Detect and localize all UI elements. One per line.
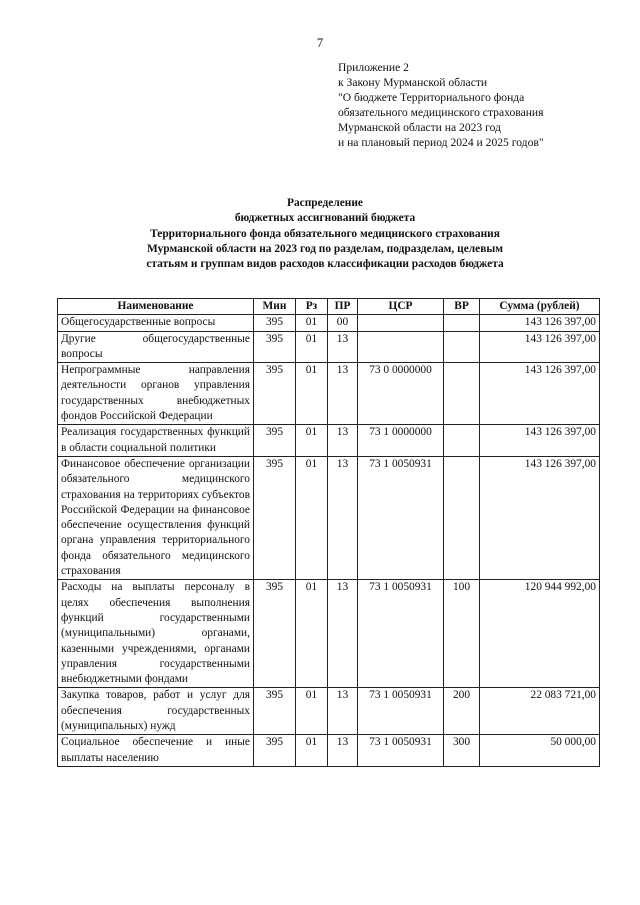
budget-table	[57, 298, 600, 767]
title-line: бюджетных ассигнований бюджета	[234, 212, 416, 225]
cell-rz: 01	[296, 363, 328, 425]
cell-rz: 01	[296, 331, 328, 363]
header-name: Наименование	[58, 299, 254, 315]
table-header-row	[58, 299, 600, 315]
cell-vr: 200	[444, 688, 480, 735]
cell-pr: 13	[328, 331, 358, 363]
cell-sum: 143 126 397,00	[480, 315, 600, 331]
document-title	[60, 196, 590, 272]
cell-pr: 13	[328, 363, 358, 425]
title-line: Мурманской области на 2023 год по разделам, подразделам, целевым	[146, 242, 503, 255]
cell-name: Другие общегосударственные вопросы	[58, 331, 254, 363]
cell-pr: 13	[328, 456, 358, 579]
cell-vr	[444, 331, 480, 363]
header-vr: ВР	[444, 299, 480, 315]
cell-rz: 01	[296, 425, 328, 457]
cell-csr	[358, 315, 444, 331]
appendix-line: Мурманской области на 2023 год	[338, 121, 501, 135]
cell-sum: 22 083 721,00	[480, 688, 600, 735]
appendix-line: "О бюджете Территориального фонда	[338, 91, 525, 105]
header-min: Мин	[254, 299, 296, 315]
cell-name: Расходы на выплаты персоналу в целях обеспечения выполнения функций государственными (муниципальными) органами, казенными учреждениями, органами управления государственными внебюджетными фондами	[58, 580, 254, 688]
cell-name: Реализация государственных функций в области социальной политики	[58, 425, 254, 457]
cell-pr: 13	[328, 735, 358, 767]
cell-min: 395	[254, 456, 296, 579]
header-pr: ПР	[328, 299, 358, 315]
page-number: 7	[316, 36, 324, 50]
cell-pr: 13	[328, 425, 358, 457]
cell-min: 395	[254, 688, 296, 735]
cell-sum: 143 126 397,00	[480, 331, 600, 363]
cell-sum: 120 944 992,00	[480, 580, 600, 688]
cell-rz: 01	[296, 315, 328, 331]
table-row	[58, 425, 600, 457]
cell-min: 395	[254, 331, 296, 363]
cell-pr: 13	[328, 580, 358, 688]
header-csr: ЦСР	[358, 299, 444, 315]
table-row	[58, 580, 600, 688]
table-row	[58, 315, 600, 331]
cell-pr: 00	[328, 315, 358, 331]
cell-vr: 100	[444, 580, 480, 688]
cell-rz: 01	[296, 735, 328, 767]
table-row	[58, 363, 600, 425]
cell-vr: 300	[444, 735, 480, 767]
cell-sum: 143 126 397,00	[480, 425, 600, 457]
cell-name: Финансовое обеспечение организации обязательного медицинского страхования на территориях субъектов Российской Федерации на финансовое обеспечение осуществления функций органа управления территориального фонда обязательного медицинского страхования	[58, 456, 254, 579]
appendix-line: к Закону Мурманской области	[338, 76, 488, 90]
cell-name: Общегосударственные вопросы	[58, 315, 254, 331]
table-row	[58, 331, 600, 363]
cell-min: 395	[254, 363, 296, 425]
cell-min: 395	[254, 425, 296, 457]
cell-csr: 73 0 0000000	[358, 363, 444, 425]
appendix-line: и на плановый период 2024 и 2025 годов"	[338, 136, 544, 150]
cell-rz: 01	[296, 688, 328, 735]
cell-sum: 143 126 397,00	[480, 456, 600, 579]
cell-vr	[444, 456, 480, 579]
cell-csr: 73 1 0050931	[358, 688, 444, 735]
header-sum: Сумма (рублей)	[480, 299, 600, 315]
table-row	[58, 735, 600, 767]
cell-csr: 73 1 0050931	[358, 580, 444, 688]
cell-vr	[444, 363, 480, 425]
cell-pr: 13	[328, 688, 358, 735]
header-rz: Рз	[296, 299, 328, 315]
cell-sum: 50 000,00	[480, 735, 600, 767]
cell-csr: 73 1 0050931	[358, 456, 444, 579]
cell-rz: 01	[296, 580, 328, 688]
title-line: Распределение	[287, 197, 363, 209]
cell-rz: 01	[296, 456, 328, 579]
cell-csr: 73 1 0000000	[358, 425, 444, 457]
cell-min: 395	[254, 735, 296, 767]
cell-min: 395	[254, 315, 296, 331]
cell-name: Непрограммные направления деятельности органов управления государственных внебюджетных фондов Российской Федерации	[58, 363, 254, 425]
cell-csr	[358, 331, 444, 363]
table-row	[58, 688, 600, 735]
appendix-note	[338, 60, 628, 151]
appendix-line: обязательного медицинского страхования	[338, 106, 544, 120]
cell-name: Социальное обеспечение и иные выплаты населению	[58, 735, 254, 767]
cell-name: Закупка товаров, работ и услуг для обеспечения государственных (муниципальных) нужд	[58, 688, 254, 735]
appendix-line: Приложение 2	[338, 61, 409, 74]
cell-min: 395	[254, 580, 296, 688]
cell-vr	[444, 425, 480, 457]
title-line: Территориального фонда обязательного медицинского страхования	[150, 227, 500, 240]
title-line: статьям и группам видов расходов классификации расходов бюджета	[146, 258, 504, 271]
cell-csr: 73 1 0050931	[358, 735, 444, 767]
cell-sum: 143 126 397,00	[480, 363, 600, 425]
cell-vr	[444, 315, 480, 331]
table-row	[58, 456, 600, 579]
